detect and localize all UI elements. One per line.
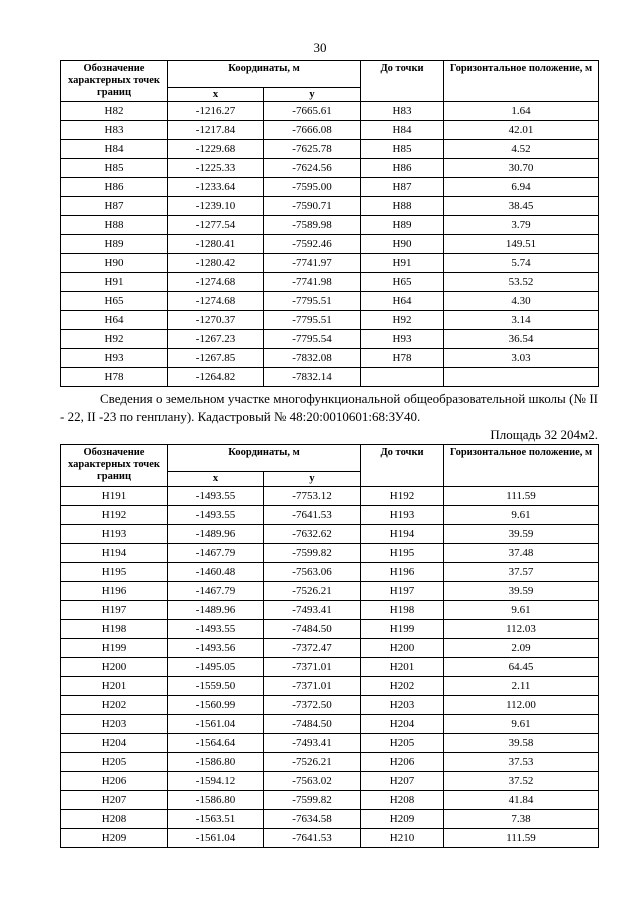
table-row: [61, 658, 599, 677]
point-designation-cell: Н201: [61, 677, 168, 696]
point-designation-cell: Н192: [61, 506, 168, 525]
horizontal-distance-cell: 37.52: [444, 772, 599, 791]
table-row: [61, 525, 599, 544]
table-row: [61, 235, 599, 254]
table-row: [61, 696, 599, 715]
x-coordinate-cell: -1233.64: [168, 178, 264, 197]
header-horizontal: Горизонтальное положение, м: [444, 61, 599, 102]
x-coordinate-cell: -1493.56: [168, 639, 264, 658]
horizontal-distance-cell: 111.59: [444, 487, 599, 506]
y-coordinate-cell: -7563.06: [264, 563, 361, 582]
y-coordinate-cell: -7666.08: [264, 121, 361, 140]
y-coordinate-cell: -7493.41: [264, 601, 361, 620]
table-row: [61, 544, 599, 563]
x-coordinate-cell: -1460.48: [168, 563, 264, 582]
table-row: [61, 791, 599, 810]
y-coordinate-cell: -7832.08: [264, 349, 361, 368]
to-point-cell: Н64: [361, 292, 444, 311]
table-row: [61, 178, 599, 197]
x-coordinate-cell: -1493.55: [168, 620, 264, 639]
y-coordinate-cell: -7484.50: [264, 620, 361, 639]
x-coordinate-cell: -1564.64: [168, 734, 264, 753]
y-coordinate-cell: -7795.54: [264, 330, 361, 349]
y-coordinate-cell: -7795.51: [264, 292, 361, 311]
point-designation-cell: Н203: [61, 715, 168, 734]
to-point-cell: Н208: [361, 791, 444, 810]
table-row: [61, 159, 599, 178]
y-coordinate-cell: -7599.82: [264, 791, 361, 810]
horizontal-distance-cell: 41.84: [444, 791, 599, 810]
horizontal-distance-cell: 3.03: [444, 349, 599, 368]
to-point-cell: Н200: [361, 639, 444, 658]
coordinates-table-1: [60, 60, 599, 387]
point-designation-cell: Н197: [61, 601, 168, 620]
table-row: [61, 487, 599, 506]
y-coordinate-cell: -7372.50: [264, 696, 361, 715]
point-designation-cell: Н78: [61, 368, 168, 387]
point-designation-cell: Н195: [61, 563, 168, 582]
to-point-cell: Н207: [361, 772, 444, 791]
point-designation-cell: Н87: [61, 197, 168, 216]
point-designation-cell: Н196: [61, 582, 168, 601]
table-row: [61, 734, 599, 753]
to-point-cell: Н197: [361, 582, 444, 601]
header-designation: Обозначение характерных точек границ: [61, 61, 168, 102]
to-point-cell: [361, 368, 444, 387]
horizontal-distance-cell: 9.61: [444, 715, 599, 734]
point-designation-cell: Н204: [61, 734, 168, 753]
to-point-cell: Н91: [361, 254, 444, 273]
to-point-cell: Н204: [361, 715, 444, 734]
y-coordinate-cell: -7371.01: [264, 677, 361, 696]
horizontal-distance-cell: 111.59: [444, 829, 599, 848]
header-y: y: [264, 88, 361, 102]
point-designation-cell: Н191: [61, 487, 168, 506]
x-coordinate-cell: -1217.84: [168, 121, 264, 140]
table-1-body: [61, 102, 599, 387]
table-row: [61, 254, 599, 273]
x-coordinate-cell: -1264.82: [168, 368, 264, 387]
table-row: [61, 753, 599, 772]
x-coordinate-cell: -1586.80: [168, 753, 264, 772]
table-row: [61, 639, 599, 658]
table-row: [61, 349, 599, 368]
point-designation-cell: Н194: [61, 544, 168, 563]
y-coordinate-cell: -7599.82: [264, 544, 361, 563]
x-coordinate-cell: -1225.33: [168, 159, 264, 178]
horizontal-distance-cell: 42.01: [444, 121, 599, 140]
y-coordinate-cell: -7665.61: [264, 102, 361, 121]
header-horizontal: Горизонтальное положение, м: [444, 445, 599, 487]
table-row: [61, 216, 599, 235]
horizontal-distance-cell: 37.53: [444, 753, 599, 772]
table-row: [61, 620, 599, 639]
table-row: [61, 772, 599, 791]
point-designation-cell: Н198: [61, 620, 168, 639]
table-2-body: [61, 487, 599, 848]
horizontal-distance-cell: 53.52: [444, 273, 599, 292]
point-designation-cell: Н207: [61, 791, 168, 810]
y-coordinate-cell: -7624.56: [264, 159, 361, 178]
table-row: [61, 582, 599, 601]
y-coordinate-cell: -7595.00: [264, 178, 361, 197]
header-x: x: [168, 472, 264, 487]
horizontal-distance-cell: 7.38: [444, 810, 599, 829]
point-designation-cell: Н89: [61, 235, 168, 254]
y-coordinate-cell: -7641.53: [264, 506, 361, 525]
to-point-cell: Н88: [361, 197, 444, 216]
to-point-cell: Н206: [361, 753, 444, 772]
to-point-cell: Н86: [361, 159, 444, 178]
point-designation-cell: Н193: [61, 525, 168, 544]
x-coordinate-cell: -1495.05: [168, 658, 264, 677]
point-designation-cell: Н202: [61, 696, 168, 715]
coordinates-table-2: [60, 444, 599, 848]
to-point-cell: Н85: [361, 140, 444, 159]
to-point-cell: Н84: [361, 121, 444, 140]
to-point-cell: Н83: [361, 102, 444, 121]
header-coordinates: Координаты, м: [168, 61, 361, 88]
point-designation-cell: Н83: [61, 121, 168, 140]
header-coordinates: Координаты, м: [168, 445, 361, 472]
table-row: [61, 140, 599, 159]
table-row: [61, 273, 599, 292]
table-row: [61, 368, 599, 387]
table-row: [61, 121, 599, 140]
x-coordinate-cell: -1489.96: [168, 525, 264, 544]
horizontal-distance-cell: 2.09: [444, 639, 599, 658]
x-coordinate-cell: -1467.79: [168, 544, 264, 563]
point-designation-cell: Н93: [61, 349, 168, 368]
y-coordinate-cell: -7632.62: [264, 525, 361, 544]
horizontal-distance-cell: 6.94: [444, 178, 599, 197]
to-point-cell: Н205: [361, 734, 444, 753]
x-coordinate-cell: -1493.55: [168, 487, 264, 506]
point-designation-cell: Н82: [61, 102, 168, 121]
horizontal-distance-cell: 2.11: [444, 677, 599, 696]
to-point-cell: Н198: [361, 601, 444, 620]
x-coordinate-cell: -1467.79: [168, 582, 264, 601]
x-coordinate-cell: -1277.54: [168, 216, 264, 235]
horizontal-distance-cell: 3.14: [444, 311, 599, 330]
table-row: [61, 102, 599, 121]
to-point-cell: Н89: [361, 216, 444, 235]
to-point-cell: Н78: [361, 349, 444, 368]
y-coordinate-cell: -7563.02: [264, 772, 361, 791]
horizontal-distance-cell: 3.79: [444, 216, 599, 235]
y-coordinate-cell: -7641.53: [264, 829, 361, 848]
point-designation-cell: Н64: [61, 311, 168, 330]
to-point-cell: Н193: [361, 506, 444, 525]
point-designation-cell: Н208: [61, 810, 168, 829]
header-y: y: [264, 472, 361, 487]
point-designation-cell: Н199: [61, 639, 168, 658]
x-coordinate-cell: -1586.80: [168, 791, 264, 810]
to-point-cell: Н65: [361, 273, 444, 292]
y-coordinate-cell: -7526.21: [264, 753, 361, 772]
page-number: 30: [313, 40, 327, 55]
to-point-cell: Н210: [361, 829, 444, 848]
x-coordinate-cell: -1270.37: [168, 311, 264, 330]
horizontal-distance-cell: 5.74: [444, 254, 599, 273]
point-designation-cell: Н65: [61, 292, 168, 311]
point-designation-cell: Н209: [61, 829, 168, 848]
header-to-point: До точки: [361, 445, 444, 487]
y-coordinate-cell: -7372.47: [264, 639, 361, 658]
point-designation-cell: Н85: [61, 159, 168, 178]
land-plot-description: [60, 390, 598, 426]
x-coordinate-cell: -1559.50: [168, 677, 264, 696]
to-point-cell: Н196: [361, 563, 444, 582]
table-row: [61, 715, 599, 734]
point-designation-cell: Н84: [61, 140, 168, 159]
to-point-cell: Н93: [361, 330, 444, 349]
x-coordinate-cell: -1489.96: [168, 601, 264, 620]
horizontal-distance-cell: 1.64: [444, 102, 599, 121]
area-text: Площадь 32 204м2.: [490, 427, 598, 442]
to-point-cell: Н87: [361, 178, 444, 197]
horizontal-distance-cell: 112.00: [444, 696, 599, 715]
horizontal-distance-cell: 4.52: [444, 140, 599, 159]
point-designation-cell: Н92: [61, 330, 168, 349]
to-point-cell: Н202: [361, 677, 444, 696]
description-text: Сведения о земельном участке многофункциональной общеобразовательной школы (№ II - 22, II -23 по генплану). Кадастровый № 48:20:0010601:68:ЗУ40.: [60, 391, 598, 424]
x-coordinate-cell: -1560.99: [168, 696, 264, 715]
table-row: [61, 677, 599, 696]
point-designation-cell: Н91: [61, 273, 168, 292]
table-row: [61, 292, 599, 311]
horizontal-distance-cell: 39.59: [444, 582, 599, 601]
y-coordinate-cell: -7634.58: [264, 810, 361, 829]
to-point-cell: Н201: [361, 658, 444, 677]
x-coordinate-cell: -1280.42: [168, 254, 264, 273]
point-designation-cell: Н206: [61, 772, 168, 791]
to-point-cell: Н192: [361, 487, 444, 506]
table-row: [61, 311, 599, 330]
x-coordinate-cell: -1594.12: [168, 772, 264, 791]
y-coordinate-cell: -7753.12: [264, 487, 361, 506]
y-coordinate-cell: -7625.78: [264, 140, 361, 159]
table-row: [61, 197, 599, 216]
y-coordinate-cell: -7741.97: [264, 254, 361, 273]
table-row: [61, 563, 599, 582]
x-coordinate-cell: -1267.23: [168, 330, 264, 349]
horizontal-distance-cell: [444, 368, 599, 387]
y-coordinate-cell: -7590.71: [264, 197, 361, 216]
x-coordinate-cell: -1229.68: [168, 140, 264, 159]
x-coordinate-cell: -1239.10: [168, 197, 264, 216]
y-coordinate-cell: -7526.21: [264, 582, 361, 601]
to-point-cell: Н195: [361, 544, 444, 563]
horizontal-distance-cell: 9.61: [444, 601, 599, 620]
horizontal-distance-cell: 39.59: [444, 525, 599, 544]
horizontal-distance-cell: 149.51: [444, 235, 599, 254]
horizontal-distance-cell: 9.61: [444, 506, 599, 525]
x-coordinate-cell: -1561.04: [168, 715, 264, 734]
horizontal-distance-cell: 39.58: [444, 734, 599, 753]
x-coordinate-cell: -1563.51: [168, 810, 264, 829]
y-coordinate-cell: -7484.50: [264, 715, 361, 734]
x-coordinate-cell: -1216.27: [168, 102, 264, 121]
header-x: x: [168, 88, 264, 102]
x-coordinate-cell: -1493.55: [168, 506, 264, 525]
horizontal-distance-cell: 4.30: [444, 292, 599, 311]
x-coordinate-cell: -1274.68: [168, 292, 264, 311]
point-designation-cell: Н88: [61, 216, 168, 235]
horizontal-distance-cell: 64.45: [444, 658, 599, 677]
point-designation-cell: Н205: [61, 753, 168, 772]
horizontal-distance-cell: 38.45: [444, 197, 599, 216]
x-coordinate-cell: -1561.04: [168, 829, 264, 848]
to-point-cell: Н90: [361, 235, 444, 254]
to-point-cell: Н92: [361, 311, 444, 330]
table-row: [61, 829, 599, 848]
horizontal-distance-cell: 112.03: [444, 620, 599, 639]
horizontal-distance-cell: 30.70: [444, 159, 599, 178]
x-coordinate-cell: -1280.41: [168, 235, 264, 254]
table-row: [61, 330, 599, 349]
horizontal-distance-cell: 37.57: [444, 563, 599, 582]
table-row: [61, 601, 599, 620]
to-point-cell: Н194: [361, 525, 444, 544]
x-coordinate-cell: -1267.85: [168, 349, 264, 368]
y-coordinate-cell: -7795.51: [264, 311, 361, 330]
header-designation: Обозначение характерных точек границ: [61, 445, 168, 487]
y-coordinate-cell: -7592.46: [264, 235, 361, 254]
y-coordinate-cell: -7589.98: [264, 216, 361, 235]
x-coordinate-cell: -1274.68: [168, 273, 264, 292]
table-row: [61, 506, 599, 525]
horizontal-distance-cell: 36.54: [444, 330, 599, 349]
y-coordinate-cell: -7741.98: [264, 273, 361, 292]
header-to-point: До точки: [361, 61, 444, 102]
horizontal-distance-cell: 37.48: [444, 544, 599, 563]
point-designation-cell: Н86: [61, 178, 168, 197]
table-row: [61, 810, 599, 829]
to-point-cell: Н199: [361, 620, 444, 639]
to-point-cell: Н209: [361, 810, 444, 829]
to-point-cell: Н203: [361, 696, 444, 715]
y-coordinate-cell: -7371.01: [264, 658, 361, 677]
y-coordinate-cell: -7832.14: [264, 368, 361, 387]
point-designation-cell: Н200: [61, 658, 168, 677]
point-designation-cell: Н90: [61, 254, 168, 273]
y-coordinate-cell: -7493.41: [264, 734, 361, 753]
